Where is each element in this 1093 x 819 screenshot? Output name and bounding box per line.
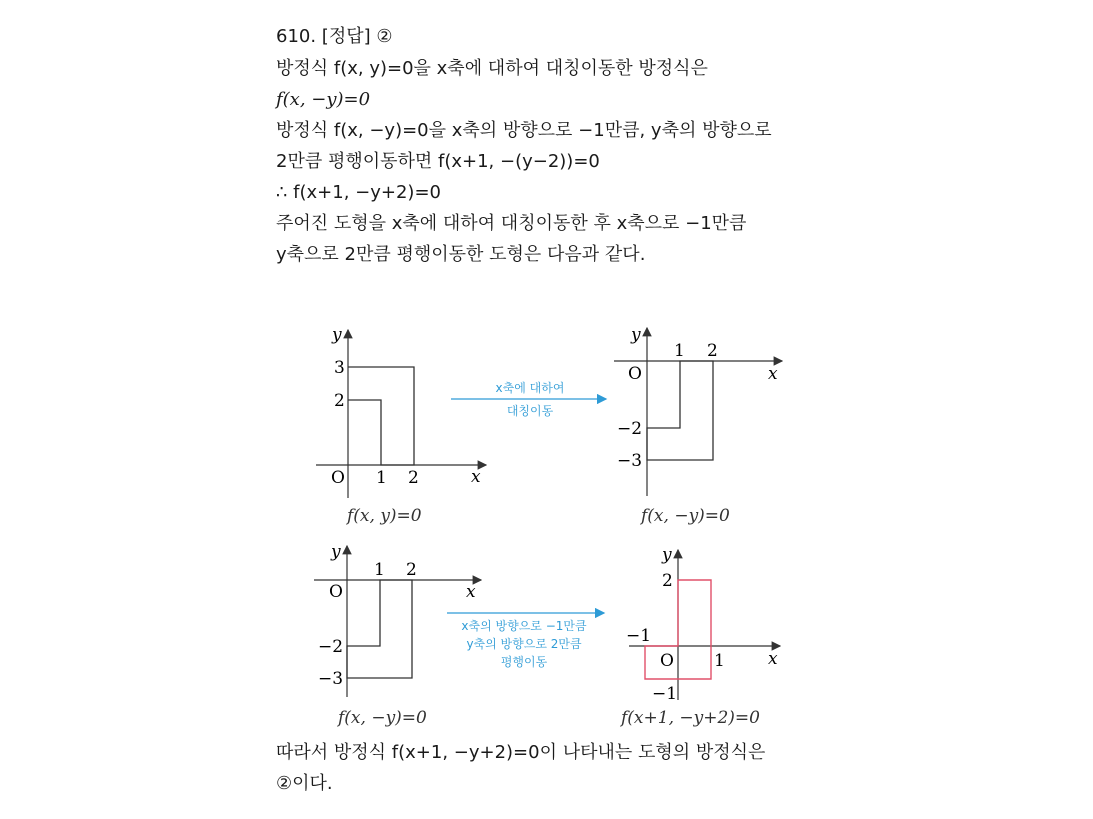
- origin-label: O: [628, 364, 642, 384]
- solution-line-1: 방정식 f(x, y)=0을 x축에 대하여 대칭이동한 방정식은: [276, 58, 708, 79]
- graph-original: [316, 325, 486, 526]
- solution-line-2: f(x, −y)=0: [276, 89, 371, 110]
- tick-y: −2: [617, 419, 643, 439]
- conclusion-line-2: ②이다.: [276, 773, 333, 794]
- conclusion-line-1: 따라서 방정식 f(x+1, −y+2)=0이 나타내는 도형의 방정식은: [276, 742, 766, 763]
- tick-y: −3: [617, 451, 643, 471]
- y-axis-label: y: [332, 325, 342, 345]
- tick-x: 1: [674, 341, 685, 361]
- y-axis-label: y: [631, 325, 641, 345]
- x-axis-label: x: [471, 467, 481, 487]
- tick-x: −1: [626, 626, 652, 646]
- arrow-label: x축의 방향으로 −1만큼: [461, 619, 587, 633]
- tick-x: 1: [714, 651, 725, 671]
- answer-header: 610. [정답] ②: [276, 26, 393, 47]
- graph-reflected-repeat: [314, 542, 481, 728]
- tick-y: −2: [318, 637, 344, 657]
- origin-label: O: [331, 468, 345, 488]
- graph-caption: f(x+1, −y+2)=0: [621, 708, 760, 728]
- graph-caption: f(x, −y)=0: [338, 708, 427, 728]
- tick-x: 1: [376, 468, 387, 488]
- tick-x: 1: [374, 560, 385, 580]
- graph-reflected: [614, 325, 782, 526]
- tick-y: 3: [334, 358, 345, 378]
- tick-y: −1: [652, 684, 678, 704]
- x-axis-label: x: [768, 364, 778, 384]
- tick-x: 2: [408, 468, 419, 488]
- graph-caption: f(x, −y)=0: [641, 506, 730, 526]
- solution-line-7: y축으로 2만큼 평행이동한 도형은 다음과 같다.: [276, 244, 646, 265]
- tick-x: 2: [406, 560, 417, 580]
- x-axis-label: x: [466, 582, 476, 602]
- x-axis-label: x: [768, 649, 778, 669]
- solution-line-5: ∴ f(x+1, −y+2)=0: [276, 182, 441, 203]
- tick-x: 2: [707, 341, 718, 361]
- solution-line-4: 2만큼 평행이동하면 f(x+1, −(y−2))=0: [276, 151, 600, 172]
- arrow-label: x축에 대하여: [495, 381, 565, 395]
- y-axis-label: y: [662, 545, 672, 565]
- arrow-reflect: [451, 380, 606, 418]
- graph-caption: f(x, y)=0: [347, 506, 422, 526]
- origin-label: O: [329, 582, 343, 602]
- solution-line-3: 방정식 f(x, −y)=0을 x축의 방향으로 −1만큼, y축의 방향으로: [276, 120, 772, 141]
- tick-y: −3: [318, 669, 344, 689]
- arrow-label: 대칭이동: [506, 404, 554, 418]
- arrow-translate: [447, 613, 604, 669]
- tick-y: 2: [334, 391, 345, 411]
- origin-label: O: [660, 651, 674, 671]
- tick-y: 2: [662, 571, 673, 591]
- solution-line-6: 주어진 도형을 x축에 대하여 대칭이동한 후 x축으로 −1만큼: [276, 213, 747, 234]
- y-axis-label: y: [331, 542, 341, 562]
- arrow-label: 평행이동: [500, 655, 548, 669]
- arrow-label: y축의 방향으로 2만큼: [466, 637, 582, 651]
- graph-translated: [619, 545, 780, 728]
